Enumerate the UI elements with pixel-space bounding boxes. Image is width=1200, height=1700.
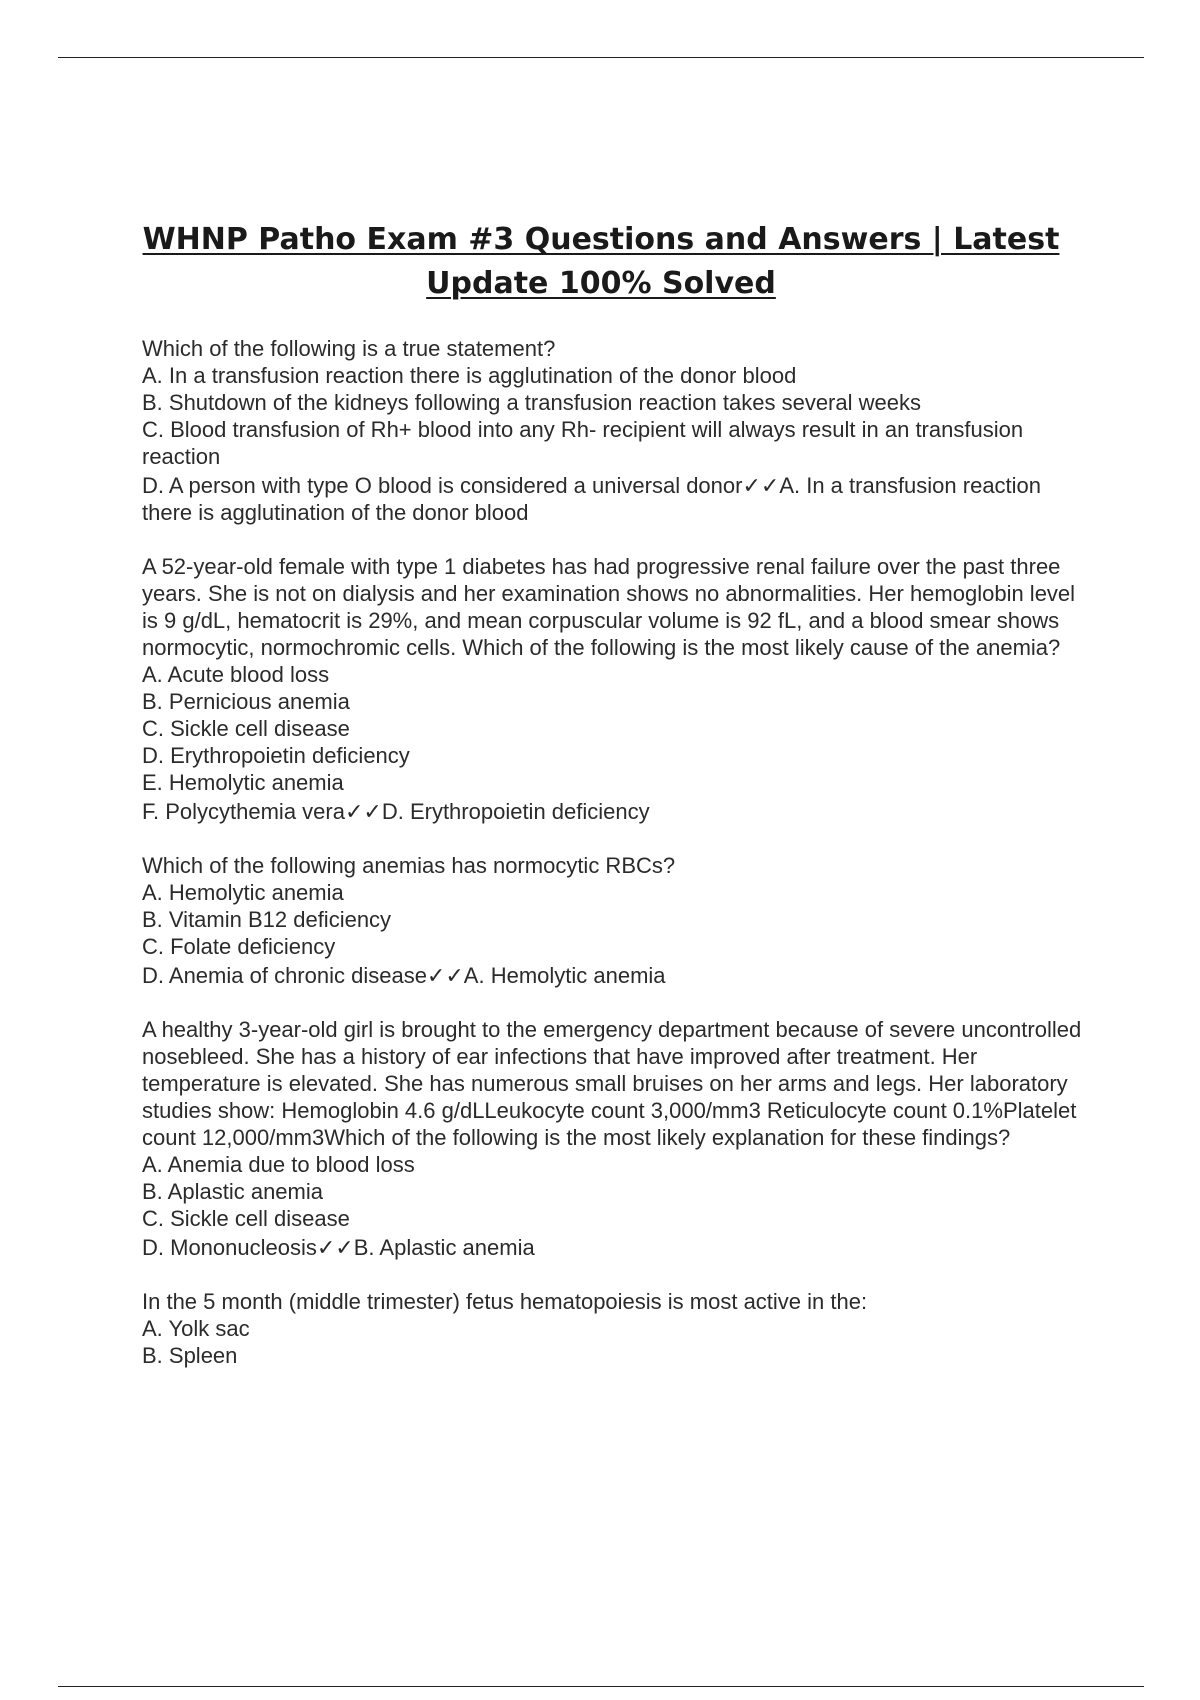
answer-option: B. Aplastic anemia <box>142 1179 323 1204</box>
answer-option: E. Hemolytic anemia <box>142 770 344 795</box>
question-list <box>142 335 1082 1396</box>
question-block <box>142 1016 1082 1261</box>
question-block <box>142 335 1082 526</box>
option-with-correct-answer: D. Anemia of chronic disease✓✓A. Hemolytic anemia <box>142 963 666 988</box>
question-block <box>142 553 1082 825</box>
answer-option: A. Anemia due to blood loss <box>142 1152 415 1177</box>
question-text: A 52-year-old female with type 1 diabetes has had progressive renal failure over the past three years. She is not on dialysis and her examination shows no abnormalities. Her hemoglobin level is 9 g/dL, hematocrit is 29%, and mean corpuscular volume is 92 fL, and a blood smear shows normocytic, normochromic cells. Which of the following is the most likely cause of the anemia? <box>142 554 1076 660</box>
question-text: In the 5 month (middle trimester) fetus hematopoiesis is most active in the: <box>142 1289 868 1314</box>
option-with-correct-answer: D. Mononucleosis✓✓B. Aplastic anemia <box>142 1235 535 1260</box>
header-rule <box>58 57 1144 58</box>
question-text: Which of the following is a true statement? <box>142 336 556 361</box>
answer-option: B. Spleen <box>142 1343 238 1368</box>
footer-rule <box>58 1686 1144 1687</box>
answer-option: B. Pernicious anemia <box>142 689 350 714</box>
answer-option: A. Acute blood loss <box>142 662 330 687</box>
title-line-1: WHNP Patho Exam #3 Questions and Answers | Latest <box>142 222 1060 257</box>
question-block <box>142 852 1082 989</box>
answer-option: D. Erythropoietin deficiency <box>142 743 410 768</box>
question-text: A healthy 3-year-old girl is brought to the emergency department because of severe uncontrolled nosebleed. She has a history of ear infections that have improved after treatment. Her temperature is elevated. She has numerous small bruises on her arms and legs. Her laboratory studies show: Hemoglobin 4.6 g/dLLeukocyte count 3,000/mm3 Reticulocyte count 0.1%Platelet count 12,000/mm3Which of the following is the most likely explanation for these findings? <box>142 1017 1082 1150</box>
title-line-2: Update 100% Solved <box>426 266 776 301</box>
answer-option: A. Hemolytic anemia <box>142 880 344 905</box>
answer-option: A. In a transfusion reaction there is agglutination of the donor blood <box>142 363 797 388</box>
answer-option: B. Shutdown of the kidneys following a transfusion reaction takes several weeks <box>142 390 921 415</box>
option-with-correct-answer: F. Polycythemia vera✓✓D. Erythropoietin deficiency <box>142 799 650 824</box>
question-block <box>142 1288 1082 1369</box>
answer-option: C. Sickle cell disease <box>142 1206 350 1231</box>
document-title <box>120 218 1082 306</box>
option-with-correct-answer: D. A person with type O blood is considered a universal donor✓✓A. In a transfusion reaction there is agglutination of the donor blood <box>142 473 1042 525</box>
question-text: Which of the following anemias has normocytic RBCs? <box>142 853 676 878</box>
answer-option: C. Sickle cell disease <box>142 716 350 741</box>
answer-option: C. Blood transfusion of Rh+ blood into any Rh- recipient will always result in an transfusion reaction <box>142 417 1024 469</box>
answer-option: B. Vitamin B12 deficiency <box>142 907 392 932</box>
answer-option: C. Folate deficiency <box>142 934 336 959</box>
answer-option: A. Yolk sac <box>142 1316 250 1341</box>
